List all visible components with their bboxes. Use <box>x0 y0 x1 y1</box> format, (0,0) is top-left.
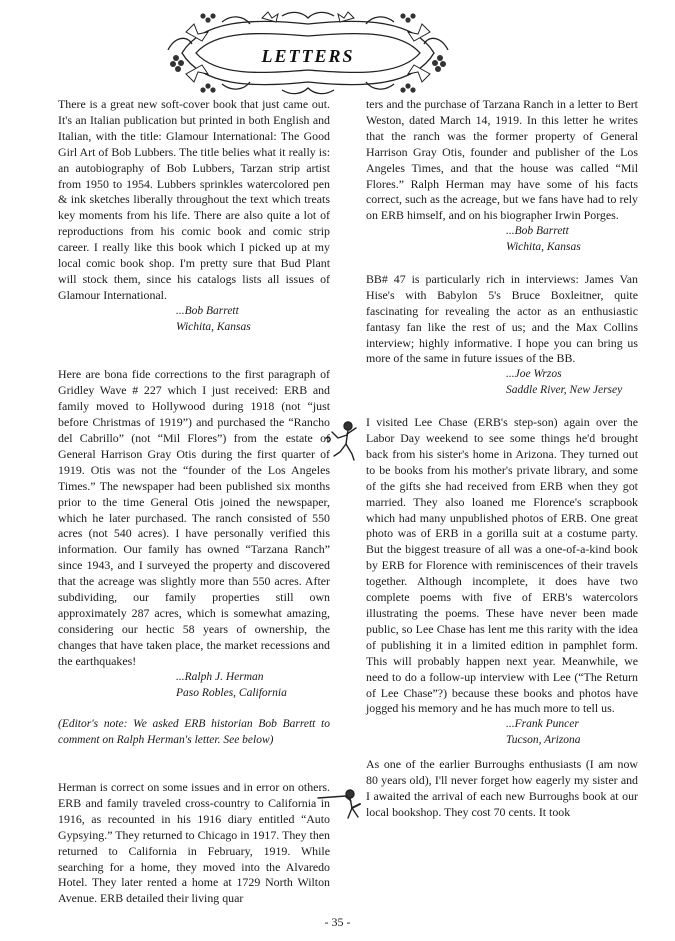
editor-note: (Editor's note: We asked ERB historian Bob Barrett to comment on Ralph Herman's letter. See below) <box>58 718 330 747</box>
letter-body: BB# 47 is particularly rich in interviews: James Van Hise's with Babylon 5's Bruce Boxleitner, quite fascinating for revealing the actor as an enthusiastic fantasy fan like the rest of us; and the Max Collins interview; highly informative. I hope you can bring us more of the same in future issues of the BB. <box>366 271 638 366</box>
letters-banner <box>162 10 454 96</box>
letter-body: As one of the earlier Burroughs enthusiasts (I am now 80 years old), I'll never forget how eagerly my sister and I awaited the arrival of each new Burroughs book at our local bookshop. They cost 70 cents. It took <box>366 757 638 819</box>
letter-signature-location: Wichita, Kansas <box>176 320 251 333</box>
tarzan-figure-icon <box>322 418 364 464</box>
right-column <box>366 97 638 821</box>
letter-signature-name: ...Ralph J. Herman <box>176 670 264 683</box>
letter-signature-location: Wichita, Kansas <box>506 241 581 254</box>
page-number: - 35 - <box>324 915 351 929</box>
letter-signature-name: ...Joe Wrzos <box>506 368 562 381</box>
page-title: LETTERS <box>261 46 355 66</box>
left-column <box>58 97 330 749</box>
left-column-continued <box>58 780 330 907</box>
letter-body: I visited Lee Chase (ERB's step-son) again over the Labor Day weekend to see some things he'd brought back from his sister's home in Arizona. They turned out to be books from his mother's private library, and some of the gifts she had received from ERB when they got married. They also loaned me Florence's scrapbook which had many unpublished photos of ERB. One great photo was of ERB in a gorilla suit at a costume party. But the biggest treasure of all was a one-of-a-kind book by ERB for Florence with reminiscences of their travels together. Although incomplete, it does have two complete poems with five of ERB's watercolors illustrating the poems. These have never been made public, so Lee Chase has lent me this rarity with the idea of publishing it in a limited edition in pamphlet form. This will probably happen next year. Meanwhile, we need to do a follow-up interview with Lee (“The Return of Lee Chase”?) because these books and photos have jogged his memory and he has much more to tell us. <box>366 415 638 716</box>
letter-signature-name: ...Bob Barrett <box>176 304 239 317</box>
letter-signature-name: ...Bob Barrett <box>506 225 569 238</box>
letter-signature-location: Saddle River, New Jersey <box>506 384 623 397</box>
letter-body: Herman is correct on some issues and in error on others. ERB and family traveled cross-country to California in 1916, as recounted in his 1916 diary entitled “Auto Gypsying.” They returned to Chicago in 1917. They then returned to California in February, 1919. While searching for a home, they moved into the Alvaredo Hotel. They later rented a home at 1729 North Wilton Avenue. ERB detailed their living quar <box>58 780 330 906</box>
letter-signature-location: Paso Robles, California <box>176 686 287 699</box>
letter-body: There is a great new soft-cover book that just came out. It's an Italian publication but printed in both English and Italian, with the title: Glamour International: The Good Girl Art of Bob Lubbers. The title belies what it really is: an autobiography of Bob Lubbers, Tarzan strip artist from 1950 to 1954. Lubbers sprinkles watercolored pen & ink sketches liberally throughout the text which treats key moments from his life. There are also quite a lot of reproductions from his comic book and comic strip career. I really like this book which I picked up at my local comic book shop. I'm pretty sure that Bud Plant will stock them, since his catalogs lists all issues of Glamour International. <box>58 97 330 302</box>
letter-body: ters and the purchase of Tarzana Ranch in a letter to Bert Weston, dated March 14, 1919. In this letter he writes that the ranch was the former property of General Harrison Gray Otis, founder and publisher of the Los Angeles Times, and that the house was called “Mil Flores.” Ralph Herman may have some of his facts correct, such as the acreage, but we fans have had to rely on ERB himself, and on his biographer Irwin Porges. <box>366 97 638 223</box>
letter-signature-name: ...Frank Puncer <box>506 718 579 731</box>
letter-signature-location: Tucson, Arizona <box>506 734 581 747</box>
letter-body: Here are bona fide corrections to the first paragraph of Gridley Wave # 227 which I just received: ERB and family moved to Hollywood during 1918 (not “just before Christmas of 1919”) and purchased the “Rancho del Cabrillo” (not “Mil Flores”) from the estate of General Harrison Gray Otis during the first quarter of 1919. Otis was not the “founder of the Los Angeles Times.” The newspaper had been published six months prior to the time General Otis joined the newspaper, which he later purchased. The ranch consisted of 550 acres (not 540 acres). I have personally verified this information. Our family has owned “Tarzana Ranch” since 1943, and I surveyed the property and discovered that the acreage was slightly more than 550 acres. After subdividing, our family properties still own approximately 287 acres, which is somewhat amazing, considering our hectic 58 years of ownership, the changes that have taken place, the market recessions and the earthquakes! <box>58 367 330 668</box>
hunter-with-rifle-icon <box>316 786 364 820</box>
